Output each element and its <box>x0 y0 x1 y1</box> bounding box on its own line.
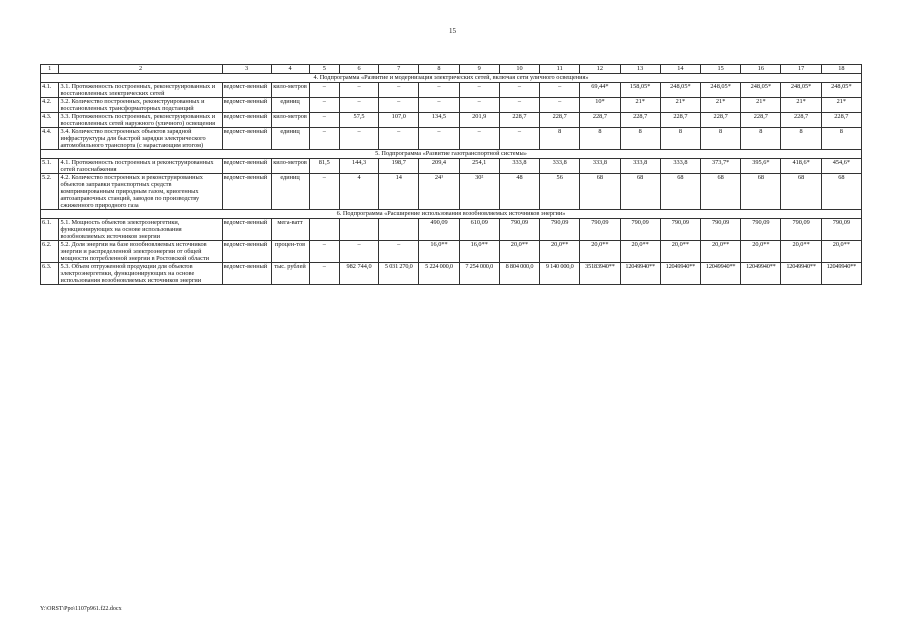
value-cell: – <box>459 98 499 113</box>
value-cell: 7 254 000,0 <box>459 263 499 285</box>
column-number: 7 <box>379 65 419 74</box>
row-number: 6.2. <box>41 241 59 263</box>
value-cell: 790,09 <box>660 219 700 241</box>
value-cell: – <box>309 241 339 263</box>
table-body <box>41 65 862 285</box>
value-cell: – <box>419 83 459 98</box>
value-cell: 12049940** <box>620 263 660 285</box>
indicators-table <box>40 64 862 285</box>
unit: кило-метров <box>271 113 309 128</box>
value-cell: 68 <box>781 174 821 210</box>
value-cell: 5 031 270,0 <box>379 263 419 285</box>
value-cell: – <box>379 98 419 113</box>
value-cell: 20,0** <box>741 241 781 263</box>
value-cell: – <box>540 98 580 113</box>
column-number: 3 <box>222 65 271 74</box>
value-cell: 5 224 000,0 <box>419 263 459 285</box>
value-cell: 68 <box>741 174 781 210</box>
section-title: 5. Подпрограмма «Развитие газотранспортной системы» <box>41 150 862 159</box>
row-number: 4.2. <box>41 98 59 113</box>
value-cell: 228,7 <box>580 113 620 128</box>
column-number: 12 <box>580 65 620 74</box>
row-number: 6.3. <box>41 263 59 285</box>
row-number: 5.2. <box>41 174 59 210</box>
unit: единиц <box>271 98 309 113</box>
value-cell: 790,09 <box>580 219 620 241</box>
indicator-type: ведомст-венный <box>222 174 271 210</box>
value-cell: 454,6* <box>821 159 861 174</box>
value-cell: 228,7 <box>701 113 741 128</box>
section-row <box>41 74 862 83</box>
value-cell: 21* <box>781 98 821 113</box>
value-cell: 790,09 <box>821 219 861 241</box>
section-title: 4. Подпрограмма «Развитие и модернизация электрических сетей, включая сети уличного освещения» <box>41 74 862 83</box>
section-title: 6. Подпрограмма «Расширение использования возобновляемых источников энергии» <box>41 210 862 219</box>
value-cell: – <box>340 241 379 263</box>
indicator-name: 5.2. Доля энергии на базе возобновляемых источников энергии и распределенной электроэнергии от общей мощности потребленной энергии в Ростовской области <box>59 241 222 263</box>
value-cell: – <box>419 128 459 150</box>
value-cell: 68 <box>821 174 861 210</box>
unit: кило-метров <box>271 83 309 98</box>
column-number: 15 <box>701 65 741 74</box>
column-number: 9 <box>459 65 499 74</box>
value-cell: 4 <box>340 174 379 210</box>
value-cell: – <box>309 83 339 98</box>
value-cell: – <box>309 98 339 113</box>
table-row <box>41 128 862 150</box>
value-cell: 790,09 <box>499 219 539 241</box>
value-cell: 21* <box>701 98 741 113</box>
value-cell: 81,5 <box>309 159 339 174</box>
indicator-name: 4.1. Протяженность построенных и реконструированных сетей газоснабжения <box>59 159 222 174</box>
row-number: 4.4. <box>41 128 59 150</box>
value-cell: 21* <box>741 98 781 113</box>
page-number: 15 <box>449 27 456 35</box>
table-row <box>41 98 862 113</box>
value-cell: 158,05* <box>620 83 660 98</box>
value-cell: 56 <box>540 174 580 210</box>
value-cell: – <box>340 83 379 98</box>
value-cell: 228,7 <box>660 113 700 128</box>
value-cell: – <box>340 128 379 150</box>
value-cell: 35183940** <box>580 263 620 285</box>
value-cell: 790,09 <box>741 219 781 241</box>
indicator-name: 3.4. Количество построенных объектов зарядной инфраструктуры для быстрой зарядки электрического автомобильного транспорта (с нарастающим итогом) <box>59 128 222 150</box>
value-cell: 254,1 <box>459 159 499 174</box>
value-cell: 20,0** <box>540 241 580 263</box>
value-cell: – <box>499 98 539 113</box>
value-cell: 790,09 <box>701 219 741 241</box>
value-cell: – <box>499 128 539 150</box>
value-cell <box>379 219 419 241</box>
value-cell: 8 <box>781 128 821 150</box>
table-row <box>41 174 862 210</box>
value-cell: 201,9 <box>459 113 499 128</box>
value-cell: 30² <box>459 174 499 210</box>
value-cell: 57,5 <box>340 113 379 128</box>
value-cell: – <box>309 174 339 210</box>
column-number: 14 <box>660 65 700 74</box>
column-number: 18 <box>821 65 861 74</box>
value-cell: 21* <box>660 98 700 113</box>
column-number: 5 <box>309 65 339 74</box>
value-cell: 8 <box>540 128 580 150</box>
column-number: 10 <box>499 65 539 74</box>
value-cell: – <box>459 128 499 150</box>
value-cell: 198,7 <box>379 159 419 174</box>
value-cell: 373,7* <box>701 159 741 174</box>
indicator-name: 3.1. Протяженность построенных, реконструированных и восстановленных электрических сетей <box>59 83 222 98</box>
value-cell: – <box>309 263 339 285</box>
value-cell: 20,0** <box>580 241 620 263</box>
value-cell: 333,8 <box>660 159 700 174</box>
indicator-name: 5.1. Мощность объектов электроэнергетики, функционирующих на основе использования возобновляемых источников энергии <box>59 219 222 241</box>
indicator-type: ведомст-венный <box>222 83 271 98</box>
value-cell: 228,7 <box>821 113 861 128</box>
value-cell: 248,05* <box>701 83 741 98</box>
value-cell <box>340 219 379 241</box>
indicator-name: 3.3. Протяженность построенных, реконструированных и восстановленных сетей наружного (уличного) освещения <box>59 113 222 128</box>
value-cell: – <box>459 83 499 98</box>
section-row <box>41 210 862 219</box>
value-cell: – <box>379 241 419 263</box>
value-cell: 144,3 <box>340 159 379 174</box>
value-cell: 48 <box>499 174 539 210</box>
unit: мега-ватт <box>271 219 309 241</box>
unit: кило-метров <box>271 159 309 174</box>
value-cell: 12049940** <box>741 263 781 285</box>
value-cell: 21* <box>821 98 861 113</box>
column-number: 16 <box>741 65 781 74</box>
value-cell: 333,8 <box>499 159 539 174</box>
row-number: 6.1. <box>41 219 59 241</box>
indicator-type: ведомст-венный <box>222 159 271 174</box>
value-cell: 790,09 <box>540 219 580 241</box>
value-cell: 8 <box>620 128 660 150</box>
table-row <box>41 113 862 128</box>
value-cell: 16,0** <box>419 241 459 263</box>
unit: процен-тов <box>271 241 309 263</box>
value-cell: 12049940** <box>701 263 741 285</box>
value-cell: 8 <box>660 128 700 150</box>
column-number: 2 <box>59 65 222 74</box>
value-cell: 248,05* <box>741 83 781 98</box>
value-cell: 24¹ <box>419 174 459 210</box>
value-cell: 107,0 <box>379 113 419 128</box>
value-cell: – <box>340 98 379 113</box>
value-cell: 228,7 <box>540 113 580 128</box>
table-row <box>41 159 862 174</box>
value-cell: 10* <box>580 98 620 113</box>
value-cell: 228,7 <box>620 113 660 128</box>
column-number: 13 <box>620 65 660 74</box>
value-cell: – <box>379 128 419 150</box>
row-number: 4.3. <box>41 113 59 128</box>
value-cell: 20,0** <box>781 241 821 263</box>
value-cell: 134,5 <box>419 113 459 128</box>
value-cell: 8 <box>821 128 861 150</box>
value-cell: 209,4 <box>419 159 459 174</box>
value-cell: 68 <box>701 174 741 210</box>
column-number: 17 <box>781 65 821 74</box>
value-cell: 228,7 <box>741 113 781 128</box>
indicator-name: 4.2. Количество построенных и реконструированных объектов заправки транспортных средств компримированным природным газом, криогенных автозаправочных станций, заводов по производству сжиженного природного газа <box>59 174 222 210</box>
value-cell: 8 <box>741 128 781 150</box>
value-cell: 12049940** <box>821 263 861 285</box>
value-cell: 21* <box>620 98 660 113</box>
column-number: 1 <box>41 65 59 74</box>
value-cell: 248,05* <box>781 83 821 98</box>
value-cell: 9 140 000,0 <box>540 263 580 285</box>
value-cell: 68 <box>660 174 700 210</box>
value-cell: 418,6* <box>781 159 821 174</box>
value-cell: – <box>379 83 419 98</box>
indicator-name: 3.2. Количество построенных, реконструированных и восстановленных трансформаторных подстанций <box>59 98 222 113</box>
value-cell: 12049940** <box>660 263 700 285</box>
unit: единиц <box>271 128 309 150</box>
value-cell: – <box>309 128 339 150</box>
row-number: 4.1. <box>41 83 59 98</box>
value-cell: 333,8 <box>580 159 620 174</box>
table-row <box>41 219 862 241</box>
indicator-type: ведомст-венный <box>222 263 271 285</box>
value-cell: 20,0** <box>701 241 741 263</box>
value-cell: 14 <box>379 174 419 210</box>
value-cell: 982 744,0 <box>340 263 379 285</box>
column-number: 8 <box>419 65 459 74</box>
value-cell: 333,8 <box>620 159 660 174</box>
unit: тыс. рублей <box>271 263 309 285</box>
value-cell: 20,0** <box>499 241 539 263</box>
value-cell: – <box>540 83 580 98</box>
indicator-type: ведомст-венный <box>222 128 271 150</box>
value-cell: 8 804 000,0 <box>499 263 539 285</box>
value-cell: 490,09 <box>419 219 459 241</box>
value-cell: 20,0** <box>660 241 700 263</box>
footer-path: Y:\ORST\Ppo\1107p961.f22.docx <box>40 606 122 612</box>
value-cell: 248,05* <box>660 83 700 98</box>
value-cell: 610,09 <box>459 219 499 241</box>
indicator-type: ведомст-венный <box>222 219 271 241</box>
table-row <box>41 263 862 285</box>
value-cell: 8 <box>580 128 620 150</box>
section-row <box>41 150 862 159</box>
table-row <box>41 241 862 263</box>
value-cell: 20,0** <box>620 241 660 263</box>
value-cell: 16,0** <box>459 241 499 263</box>
indicator-type: ведомст-венный <box>222 98 271 113</box>
table-row <box>41 83 862 98</box>
column-number: 6 <box>340 65 379 74</box>
value-cell: 20,0** <box>821 241 861 263</box>
value-cell: 68 <box>580 174 620 210</box>
value-cell: 69,44* <box>580 83 620 98</box>
value-cell: 395,6* <box>741 159 781 174</box>
value-cell: 790,09 <box>781 219 821 241</box>
indicator-type: ведомст-венный <box>222 241 271 263</box>
column-number: 11 <box>540 65 580 74</box>
value-cell: – <box>499 83 539 98</box>
indicator-type: ведомст-венный <box>222 113 271 128</box>
value-cell: – <box>419 98 459 113</box>
row-number: 5.1. <box>41 159 59 174</box>
value-cell: 333,8 <box>540 159 580 174</box>
value-cell: 228,7 <box>781 113 821 128</box>
value-cell: 790,09 <box>620 219 660 241</box>
header-row <box>41 65 862 74</box>
value-cell: 228,7 <box>499 113 539 128</box>
column-number: 4 <box>271 65 309 74</box>
indicator-name: 5.3. Объем отгруженной продукции для объектов электроэнергетики, функционирующих на основе использования возобновляемых источников энергии <box>59 263 222 285</box>
value-cell: 68 <box>620 174 660 210</box>
value-cell: – <box>309 113 339 128</box>
value-cell <box>309 219 339 241</box>
value-cell: 8 <box>701 128 741 150</box>
value-cell: 248,05* <box>821 83 861 98</box>
unit: единиц <box>271 174 309 210</box>
value-cell: 12049940** <box>781 263 821 285</box>
